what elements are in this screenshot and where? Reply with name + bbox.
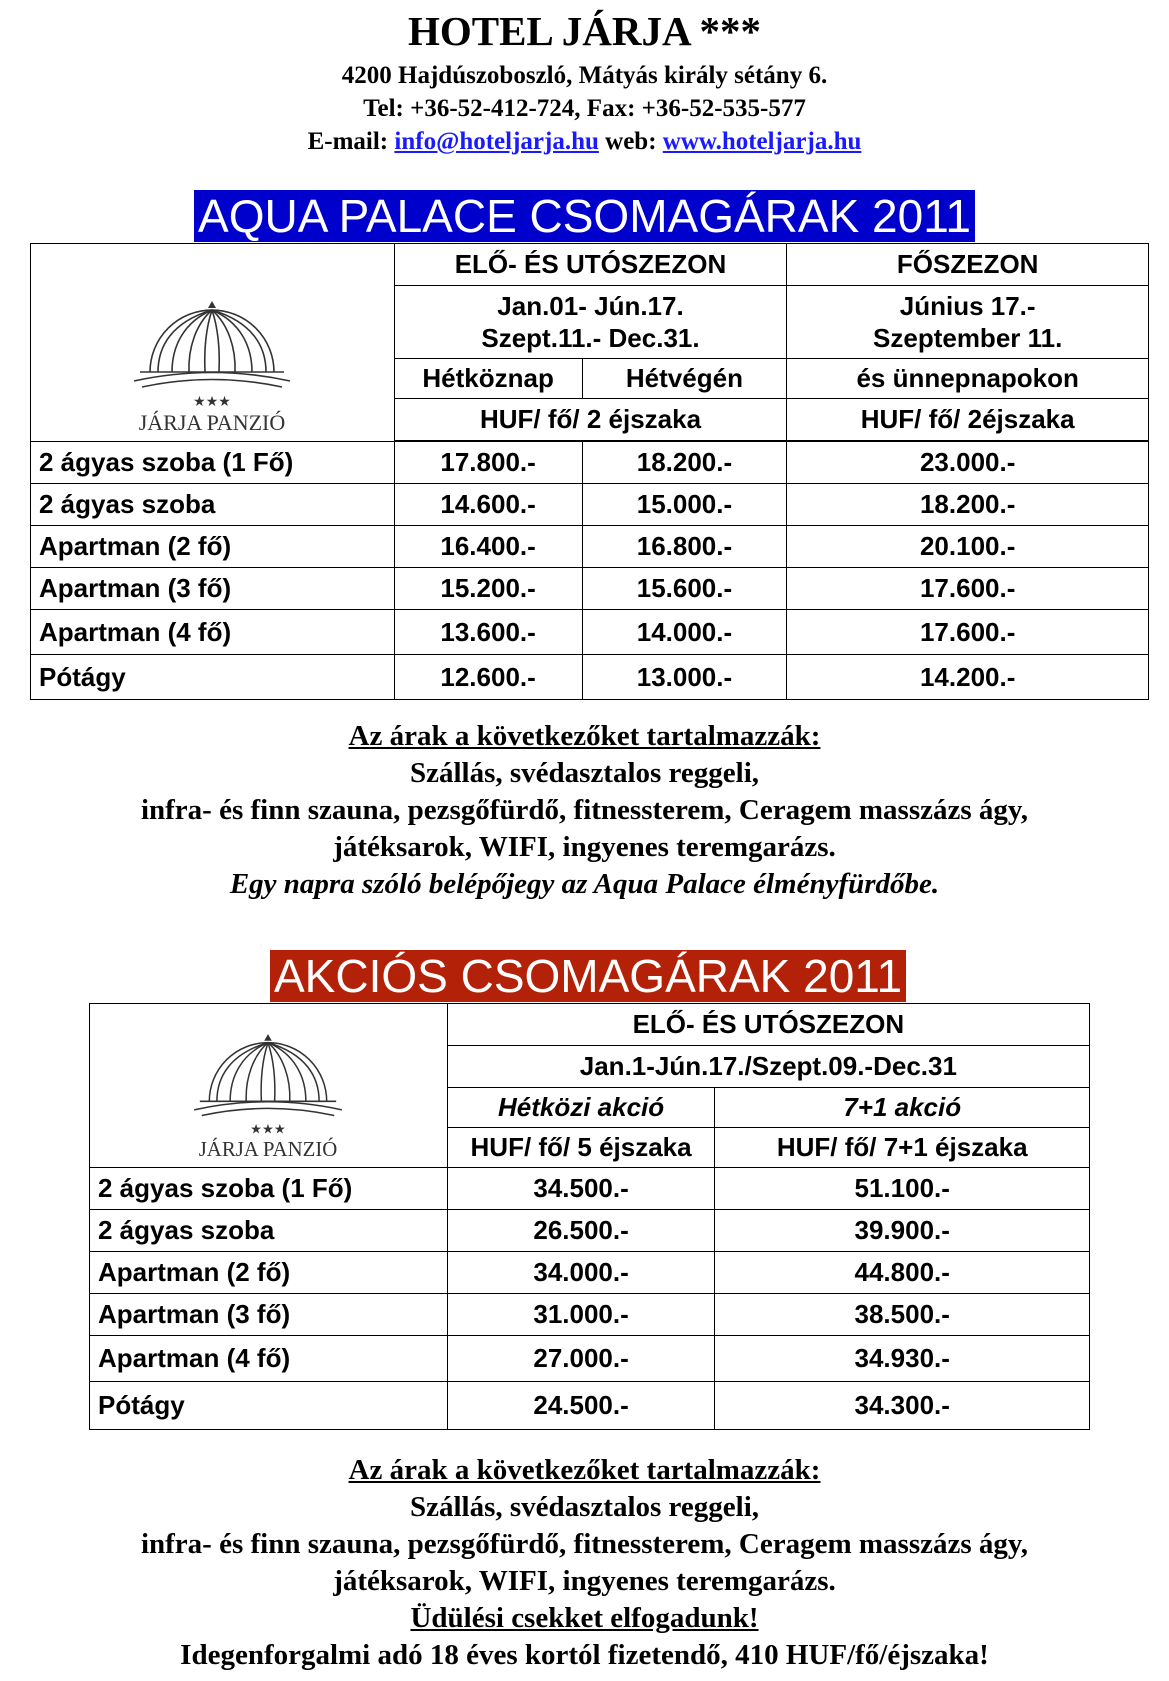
web-link[interactable]: www.hoteljarja.hu: [662, 128, 862, 155]
row-label: Apartman (2 fő): [31, 526, 395, 568]
hotel-name: HOTEL JÁRJA ***: [407, 8, 762, 54]
akcios-season-header: ELŐ- ÉS UTÓSZEZON: [447, 1004, 1089, 1046]
aqua-season1-header: ELŐ- ÉS UTÓSZEZON: [394, 244, 787, 286]
price-weekday-offer: 34.500.-: [447, 1168, 715, 1210]
aqua-logo-cell: [31, 244, 395, 442]
aqua-season2-dates-1: Június 17.-: [899, 291, 1036, 321]
aqua-season1-dates-1: Jan.01- Jún.17.: [497, 291, 684, 321]
aqua-season1-dates-2: Szept.11.- Dec.31.: [481, 323, 700, 353]
hotel-phone-line: Tel: +36-52-412-724, Fax: +36-52-535-577: [363, 95, 806, 122]
akcios-notes: [0, 1452, 1169, 1674]
akcios-col-7plus1-offer: 7+1 akció: [715, 1088, 1090, 1128]
akcios-banner: AKCIÓS CSOMAGÁRAK 2011: [270, 950, 906, 1002]
aqua-notes: [0, 718, 1169, 903]
price-weekend: 14.000.-: [582, 610, 787, 655]
row-label: 2 ágyas szoba (1 Fő): [31, 442, 395, 484]
aqua-price-table: [30, 243, 1149, 700]
aqua-notes-line3: játéksarok, WIFI, ingyenes teremgarázs.: [333, 831, 836, 863]
web-label: web:: [605, 128, 657, 155]
price-weekday: 16.400.-: [394, 526, 582, 568]
aqua-col-holiday: és ünnepnapokon: [787, 359, 1149, 399]
akcios-notes-line3: játéksarok, WIFI, ingyenes teremgarázs.: [333, 1565, 836, 1597]
akcios-notes-heading: Az árak a következőket tartalmazzák:: [348, 1454, 821, 1486]
hotel-address: 4200 Hajdúszoboszló, Mátyás király sétány 6.: [341, 62, 828, 89]
price-main-season: 17.600.-: [787, 568, 1149, 610]
price-7plus1-offer: 39.900.-: [715, 1210, 1090, 1252]
table-row: [90, 1210, 1090, 1252]
akcios-unit-2: HUF/ fő/ 7+1 éjszaka: [715, 1128, 1090, 1168]
aqua-season1-dates: [394, 286, 787, 359]
price-weekend: 13.000.-: [582, 655, 787, 700]
aqua-col-weekday: Hétköznap: [394, 359, 582, 399]
row-label: 2 ágyas szoba: [31, 484, 395, 526]
row-label: Apartman (3 fő): [31, 568, 395, 610]
akcios-col-weekday-offer: Hétközi akció: [447, 1088, 715, 1128]
table-row: [90, 1336, 1090, 1382]
akcios-unit-1: HUF/ fő/ 5 éjszaka: [447, 1128, 715, 1168]
row-label: Apartman (2 fő): [90, 1252, 448, 1294]
price-weekday: 12.600.-: [394, 655, 582, 700]
price-weekday: 15.200.-: [394, 568, 582, 610]
aqua-season2-dates: [787, 286, 1149, 359]
price-7plus1-offer: 34.930.-: [715, 1336, 1090, 1382]
jarja-panzio-logo: [112, 284, 312, 434]
price-weekday-offer: 27.000.-: [447, 1336, 715, 1382]
price-weekend: 15.000.-: [582, 484, 787, 526]
aqua-col-weekend: Hétvégén: [582, 359, 787, 399]
logo-stars: ★★★: [250, 1122, 287, 1138]
akcios-notes-line5: Idegenforgalmi adó 18 éves kortól fizetendő, 410 HUF/fő/éjszaka!: [180, 1639, 989, 1671]
akcios-dates: Jan.1-Jún.17./Szept.09.-Dec.31: [447, 1046, 1089, 1088]
table-row: [90, 1382, 1090, 1430]
akcios-logo-cell: [90, 1004, 448, 1168]
hotel-contact-line: [0, 126, 1169, 158]
email-label: E-mail:: [307, 128, 389, 155]
table-row: [31, 484, 1149, 526]
row-label: 2 ágyas szoba (1 Fő): [90, 1168, 448, 1210]
table-row: [31, 610, 1149, 655]
price-main-season: 18.200.-: [787, 484, 1149, 526]
logo-text: JÁRJA PANZIÓ: [139, 410, 286, 434]
price-7plus1-offer: 44.800.-: [715, 1252, 1090, 1294]
row-label: 2 ágyas szoba: [90, 1210, 448, 1252]
price-weekday-offer: 31.000.-: [447, 1294, 715, 1336]
row-label: Pótágy: [90, 1382, 448, 1430]
table-row: [90, 1252, 1090, 1294]
table-row: [31, 655, 1149, 700]
logo-stars: ★★★: [193, 394, 232, 410]
aqua-banner: AQUA PALACE CSOMAGÁRAK 2011: [194, 190, 975, 242]
row-label: Apartman (4 fő): [90, 1336, 448, 1382]
akcios-notes-line4: Üdülési csekket elfogadunk!: [410, 1602, 759, 1634]
table-row: [31, 568, 1149, 610]
price-weekday-offer: 34.000.-: [447, 1252, 715, 1294]
aqua-notes-line4: Egy napra szóló belépőjegy az Aqua Palace élményfürdőbe.: [229, 868, 940, 900]
price-weekend: 18.200.-: [582, 442, 787, 484]
price-weekday: 14.600.-: [394, 484, 582, 526]
row-label: Apartman (3 fő): [90, 1294, 448, 1336]
price-weekday: 17.800.-: [394, 442, 582, 484]
aqua-season2-dates-2: Szeptember 11.: [873, 323, 1063, 353]
akcios-notes-line2: infra- és finn szauna, pezsgőfürdő, fitnessterem, Ceragem masszázs ágy,: [140, 1528, 1029, 1560]
row-label: Pótágy: [31, 655, 395, 700]
table-row: [90, 1294, 1090, 1336]
row-label: Apartman (4 fő): [31, 610, 395, 655]
price-7plus1-offer: 51.100.-: [715, 1168, 1090, 1210]
price-main-season: 17.600.-: [787, 610, 1149, 655]
price-weekday-offer: 26.500.-: [447, 1210, 715, 1252]
price-weekend: 16.800.-: [582, 526, 787, 568]
table-row: [31, 526, 1149, 568]
aqua-unit-1: HUF/ fő/ 2 éjszaka: [394, 399, 787, 441]
jarja-panzio-logo: [173, 1018, 363, 1160]
table-row: [31, 442, 1149, 484]
aqua-notes-heading: Az árak a következőket tartalmazzák:: [348, 720, 821, 752]
price-main-season: 20.100.-: [787, 526, 1149, 568]
price-weekend: 15.600.-: [582, 568, 787, 610]
aqua-season2-header: FŐSZEZON: [787, 244, 1149, 286]
price-main-season: 23.000.-: [787, 442, 1149, 484]
price-7plus1-offer: 34.300.-: [715, 1382, 1090, 1430]
price-weekday: 13.600.-: [394, 610, 582, 655]
aqua-notes-line2: infra- és finn szauna, pezsgőfürdő, fitnessterem, Ceragem masszázs ágy,: [140, 794, 1029, 826]
aqua-notes-line1: Szállás, svédasztalos reggeli,: [409, 757, 760, 789]
price-main-season: 14.200.-: [787, 655, 1149, 700]
akcios-price-table: [89, 1003, 1090, 1430]
table-row: [90, 1168, 1090, 1210]
akcios-notes-line1: Szállás, svédasztalos reggeli,: [409, 1491, 760, 1523]
aqua-unit-2: HUF/ fő/ 2éjszaka: [787, 399, 1149, 441]
price-weekday-offer: 24.500.-: [447, 1382, 715, 1430]
price-7plus1-offer: 38.500.-: [715, 1294, 1090, 1336]
logo-text: JÁRJA PANZIÓ: [199, 1137, 338, 1160]
email-link[interactable]: info@hoteljarja.hu: [394, 128, 599, 155]
